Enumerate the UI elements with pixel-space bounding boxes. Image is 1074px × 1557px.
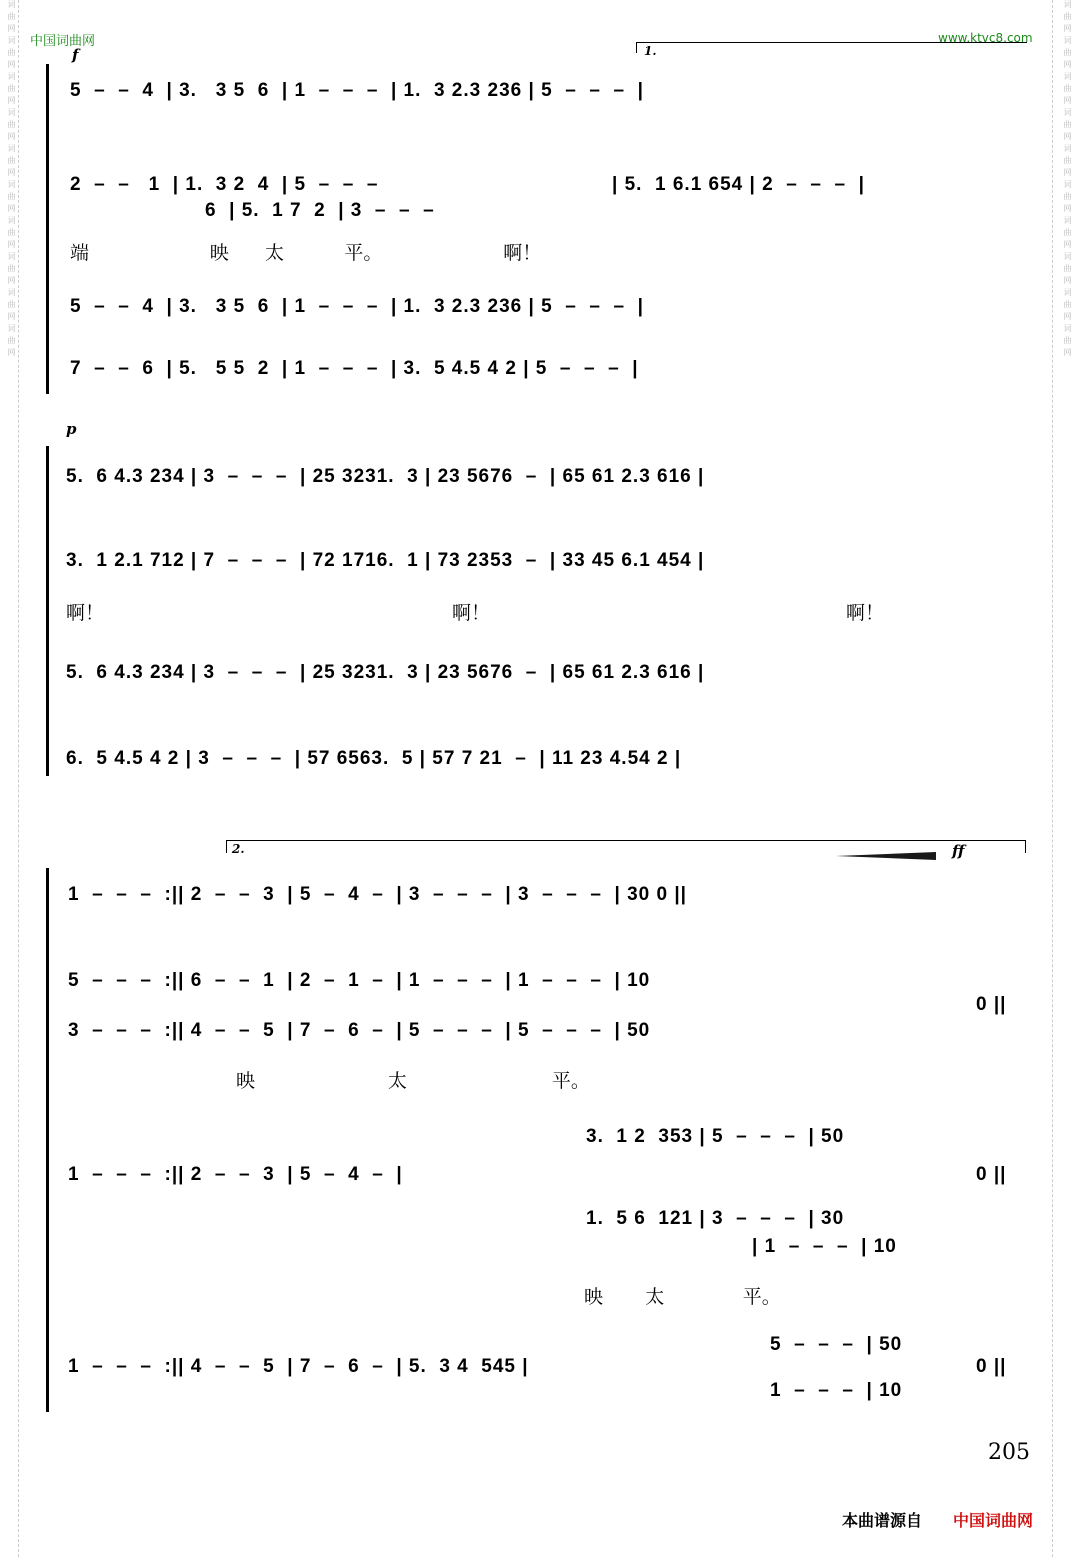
footer-source-label: 本曲谱源自 [842, 1511, 923, 1530]
staff-3-tenor-c: | 1 – – – | 10 [752, 1236, 897, 1257]
dynamic-forte: f [72, 46, 79, 64]
staff-3-alto-a: 5 – – – :|| 6 – – 1 | 2 – 1 – | 1 – – – | 1 – – – | 10 [68, 970, 651, 991]
staff-3-tenor-a: 3. 1 2 353 | 5 – – – | 50 [586, 1126, 845, 1147]
staff-3-bass: 1 – – – :|| 4 – – 5 | 7 – 6 – | 5. 3 4 545 | [68, 1356, 529, 1377]
staff-2-alto: 3. 1 2.1 712 | 7 – – – | 72 1716. 1 | 73 2353 – | 33 45 6.1 454 | [66, 550, 705, 571]
staff-2-bass: 6. 5 4.5 4 2 | 3 – – – | 57 6563. 5 | 57 7 21 – | 11 23 4.54 2 | [66, 748, 682, 769]
staff-3-alto-end: 0 || [976, 994, 1007, 1015]
site-url[interactable]: www.ktvc8.com [938, 31, 1033, 45]
staff-1-alto-a: 2 – – 1 | 1. 3 2 4 | 5 – – – [70, 174, 379, 195]
staff-2-tenor: 5. 6 4.3 234 | 3 – – – | 25 3231. 3 | 23 5676 – | 65 61 2.3 616 | [66, 662, 705, 683]
staff-1-alto-b: 6 | 5. 1 7 2 | 3 – – – [205, 200, 435, 221]
system-bracket-2 [46, 446, 54, 776]
staff-3-bass-a: 5 – – – | 50 [770, 1334, 903, 1355]
watermark-right: 词曲网词曲网词曲网词曲网词曲网词曲网词曲网词曲网词曲网词曲网 [1063, 0, 1072, 360]
lyrics-2-a: 啊！ [66, 602, 105, 624]
staff-1-soprano: 5 – – 4 | 3. 3 5 6 | 1 – – – | 1. 3 2.3 236 | 5 – – – | [70, 80, 644, 101]
lyrics-system-1: 端 映 太 平。 啊！ [70, 242, 542, 264]
dynamic-piano: p [66, 420, 77, 438]
staff-3-bass-b: 1 – – – | 10 [770, 1380, 903, 1401]
page-number: 205 [988, 1440, 1030, 1465]
staff-1-tenor: 5 – – 4 | 3. 3 5 6 | 1 – – – | 1. 3 2.3 236 | 5 – – – | [70, 296, 644, 317]
margin-rule-right [1052, 0, 1054, 1557]
dynamic-fortissimo: ff [952, 842, 965, 860]
lyrics-2-c: 啊！ [846, 602, 885, 624]
margin-rule-left [18, 0, 20, 1557]
staff-3-soprano: 1 – – – :|| 2 – – 3 | 5 – 4 – | 3 – – – | 3 – – – | 30 0 || [68, 884, 687, 905]
crescendo-hairpin [836, 852, 936, 860]
lyrics-3-b: 映 太 平。 [584, 1286, 781, 1308]
staff-3-bass-end: 0 || [976, 1356, 1007, 1377]
staff-2-soprano: 5. 6 4.3 234 | 3 – – – | 25 3231. 3 | 23 5676 – | 65 61 2.3 616 | [66, 466, 705, 487]
first-ending-label: 1. [644, 44, 657, 58]
site-name: 中国词曲网 [30, 34, 96, 49]
system-bracket-1 [46, 64, 54, 394]
system-bracket-3 [46, 868, 54, 1412]
footer-source-site[interactable]: 中国词曲网 [953, 1511, 1034, 1530]
lyrics-3-a: 映 太 平。 [236, 1070, 590, 1092]
watermark-left: 词曲网词曲网词曲网词曲网词曲网词曲网词曲网词曲网词曲网词曲网 [7, 0, 16, 360]
lyrics-2-b: 啊！ [452, 602, 491, 624]
staff-3-tenor-end: 0 || [976, 1164, 1007, 1185]
staff-1-alto-c: | 5. 1 6.1 654 | 2 – – – | [612, 174, 865, 195]
staff-3-tenor: 1 – – – :|| 2 – – 3 | 5 – 4 – | [68, 1164, 403, 1185]
second-ending-label: 2. [232, 842, 245, 856]
staff-1-bass: 7 – – 6 | 5. 5 5 2 | 1 – – – | 3. 5 4.5 4 2 | 5 – – – | [70, 358, 639, 379]
staff-3-alto-b: 3 – – – :|| 4 – – 5 | 7 – 6 – | 5 – – – | 5 – – – | 50 [68, 1020, 651, 1041]
staff-3-tenor-b: 1. 5 6 121 | 3 – – – | 30 [586, 1208, 845, 1229]
first-ending-bracket [636, 42, 1027, 53]
